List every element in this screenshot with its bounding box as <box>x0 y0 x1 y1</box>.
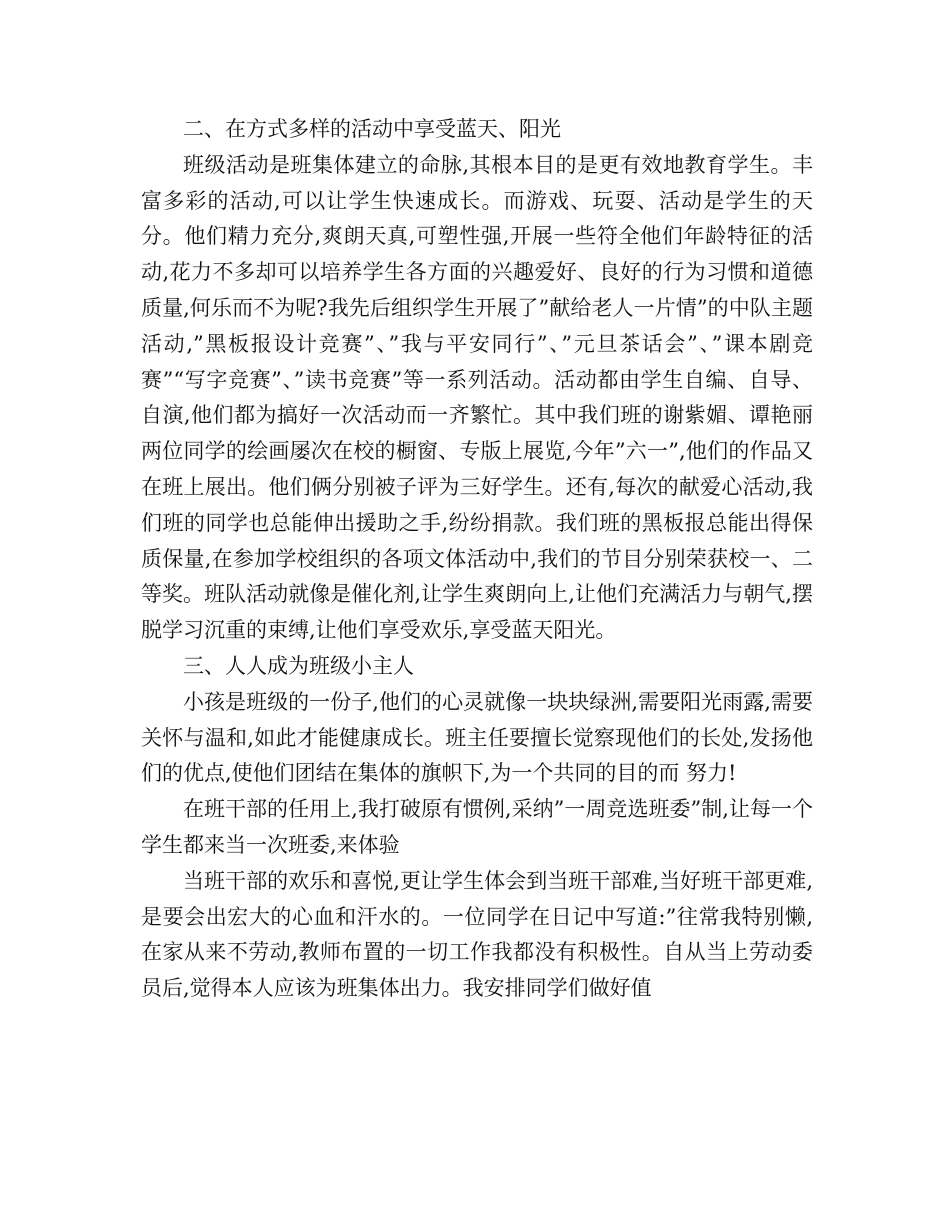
section-heading-2: 二、在方式多样的活动中享受蓝天、阳光 <box>183 117 561 141</box>
paragraph-children: 小孩是班级的一份子,他们的心灵就像一块块绿洲,需要阳光雨露,需要关怀与温和,如此才能健康成长。班主任要擅长觉察现他们的长处,发扬他们的优点,使他们团结在集体的旗帜下,为一个共同的目的而 努力! <box>141 689 813 786</box>
document-body <box>141 112 813 1007</box>
paragraph-cadre-experience: 当班干部的欢乐和喜悦,更让学生体会到当班干部难,当好班干部更难,是要会出宏大的心血和汗水的。一位同学在日记中写道:”往常我特别懒,在家从来不劳动,教师布置的一切工作我都没有积极性。自从当上劳动委员后,觉得本人应该为班集体出力。我安排同学们做好值 <box>141 868 813 1001</box>
paragraph-class-cadre: 在班干部的任用上,我打破原有惯例,采纳”一周竞选班委”制,让每一个学生都来当一次班委,来体验 <box>141 797 813 857</box>
paragraph-class-activities: 班级活动是班集体建立的命脉,其根本目的是更有效地教育学生。丰富多彩的活动,可以让学生快速成长。而游戏、玩耍、活动是学生的天分。他们精力充分,爽朗天真,可塑性强,开展一些符全他们年龄特征的活动,花力不多却可以培养学生各方面的兴趣爱好、良好的行为习惯和道德质量,何乐而不为呢?我先后组织学生开展了”献给老人一片情”的中队主题活动,”黑板报设计竞赛”、”我与平安同行”、”元旦茶话会”、”课本剧竞赛”“写字竞赛”、”读书竞赛”等一系列活动。活动都由学生自编、自导、自演,他们都为搞好一次活动而一齐繁忙。其中我们班的谢紫媚、谭艳丽两位同学的绘画屡次在校的橱窗、专版上展览,今年”六一”,他们的作品又在班上展出。他们俩分别被子评为三好学生。还有,每次的献爱心活动,我们班的同学也总能伸出援助之手,纷纷捐款。我们班的黑板报总能出得保质保量,在参加学校组织的各项文体活动中,我们的节目分别荣获校一、二等奖。班队活动就像是催化剂,让学生爽朗向上,让他们充满活力与朝气,摆脱学习沉重的束缚,让他们享受欢乐,享受蓝天阳光。 <box>141 152 813 643</box>
section-heading-3: 三、人人成为班级小主人 <box>183 653 414 678</box>
